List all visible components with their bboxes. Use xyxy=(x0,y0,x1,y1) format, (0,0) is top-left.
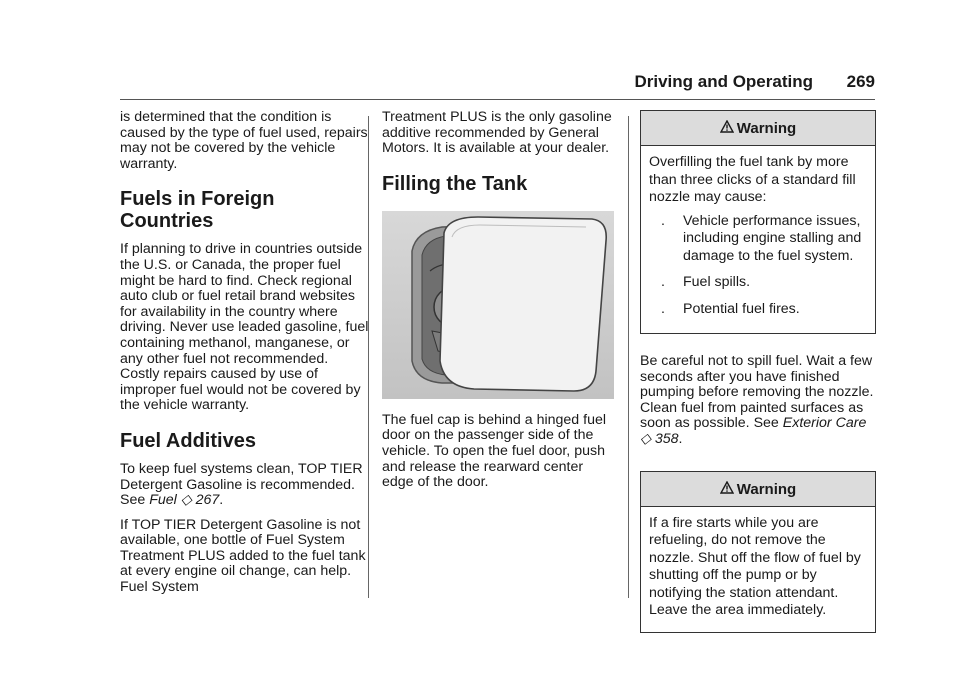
column-divider-2 xyxy=(628,116,629,598)
warning-body xyxy=(641,507,875,632)
ref-title: Fuel xyxy=(149,492,177,509)
heading-line-1: Fuels in Foreign xyxy=(120,188,275,211)
heading-line-2: Countries xyxy=(120,210,214,233)
section-title: Driving and Operating xyxy=(634,72,813,91)
header-divider xyxy=(120,99,875,100)
spacer xyxy=(640,457,876,471)
intro-paragraph: is determined that the condition is caused by the type of fuel used, repairs may not be covered by the vehicle warranty. xyxy=(120,109,368,172)
warning-box-fire xyxy=(640,471,876,633)
ref-symbol: ◇ xyxy=(640,430,651,447)
column-2 xyxy=(382,110,617,500)
bullet-dot: . xyxy=(661,300,665,317)
fuels-foreign-paragraph: If planning to drive in countries outside the U.S. or Canada, the proper fuel might be hard to find. Check regional auto club or fuel retail brand websites for availability in the country where driving. Never use leaded gasoline, fuel containing methanol, manganese, or any other fuel not recommended. Costly repairs caused by use of improper fuel would not be covered by the vehicle warranty. xyxy=(120,241,369,414)
fuel-door-illustration xyxy=(382,211,614,399)
warning-title: Warning xyxy=(736,480,797,498)
fuel-door-drawing xyxy=(382,211,614,399)
ref-page: 358 xyxy=(654,430,679,447)
warning-triangle-icon xyxy=(720,111,734,145)
bullet-item xyxy=(649,213,867,266)
fuel-additives-paragraph-1 xyxy=(120,462,370,509)
photo-caption-paragraph: The fuel cap is behind a hinged fuel door on the passenger side of the vehicle. To open the fuel door, push and release the rearward center edge of the door. xyxy=(382,411,607,491)
heading-fuel-additives: Fuel Additives xyxy=(120,429,256,452)
warning-bullet-list xyxy=(649,213,867,319)
column-1 xyxy=(120,110,370,605)
warning-triangle-icon xyxy=(720,472,734,506)
spill-paragraph xyxy=(640,354,876,448)
bullet-dot: . xyxy=(661,274,665,290)
bullet-item xyxy=(649,274,867,292)
para-end: . xyxy=(678,430,683,447)
para-text: Be careful not to spill fuel. Wait a few seconds after you have finished pumping before removing the nozzle. Clean fuel from painted surfaces as soon as possible. See xyxy=(640,353,874,432)
warning-body xyxy=(641,146,875,333)
warning-header xyxy=(641,111,875,146)
ref-title: Exterior Care xyxy=(782,415,867,432)
bullet-text: Fuel spills. xyxy=(683,274,751,290)
heading-fuels-foreign-countries xyxy=(120,188,370,232)
page-header xyxy=(120,72,875,98)
fuel-additives-paragraph-2: If TOP TIER Detergent Gasoline is not available, one bottle of Fuel System Treatment PLUS added to the fuel tank at every engine oil change, can help. Fuel System xyxy=(120,516,366,596)
bullet-text: Potential fuel fires. xyxy=(683,300,800,317)
ref-page: 267 xyxy=(195,492,220,509)
page-number: 269 xyxy=(846,72,875,91)
warning-box-overfill xyxy=(640,110,876,334)
column-3 xyxy=(640,110,876,653)
bullet-item xyxy=(649,301,867,319)
warning-title: Warning xyxy=(736,120,797,137)
heading-filling-the-tank: Filling the Tank xyxy=(382,172,528,195)
warning-text: Overfilling the fuel tank by more than three clicks of a standard fill nozzle may cause: xyxy=(649,154,856,205)
ref-symbol: ◇ xyxy=(180,492,192,509)
bullet-text: Vehicle performance issues, including engine stalling and damage to the fuel system. xyxy=(683,212,862,264)
continuation-paragraph: Treatment PLUS is the only gasoline additive recommended by General Motors. It is available at your dealer. xyxy=(382,109,612,157)
bullet-dot: . xyxy=(661,212,665,229)
para-end: . xyxy=(219,492,224,509)
para-text: To keep fuel systems clean, TOP TIER Detergent Gasoline is recommended. See xyxy=(120,460,363,509)
fuel-reference-link[interactable] xyxy=(149,492,219,508)
warning-header xyxy=(641,472,875,507)
warning-text: If a fire starts while you are refueling, do not remove the nozzle. Shut off the flow of fuel by shutting off the pump or by notifying the station attendant. Leave the area immediately. xyxy=(649,514,861,619)
